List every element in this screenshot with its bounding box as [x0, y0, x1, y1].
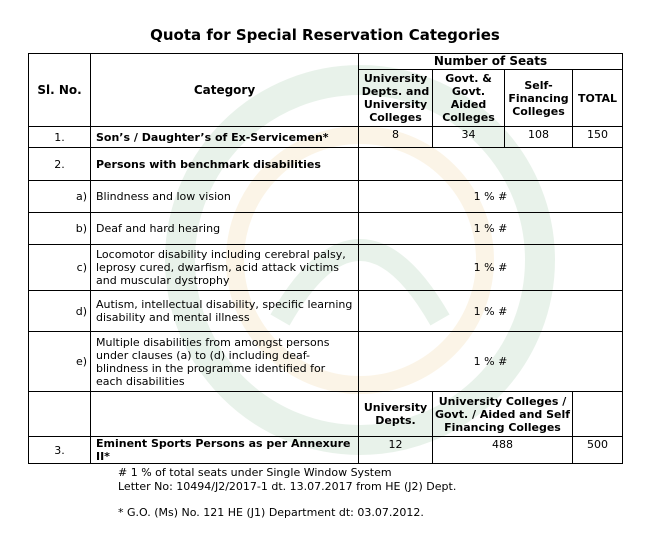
page-title: Quota for Special Reservation Categories — [150, 26, 500, 44]
header-col-self-financing: Self-Financing Colleges — [505, 70, 573, 127]
table-row — [29, 332, 623, 392]
header-category: Category — [91, 54, 359, 127]
table-row — [29, 245, 623, 291]
empty-cell — [359, 148, 623, 181]
sub-label-cell: d) — [29, 291, 91, 332]
table-row — [29, 437, 623, 464]
header-col-university: University Depts. and University Colleges — [359, 70, 433, 127]
empty-cell — [29, 392, 91, 437]
sub-category-cell: Autism, intellectual disability, specific learning disability and mental illness — [91, 291, 359, 332]
header-sl-no: Sl. No. — [29, 54, 91, 127]
header-col-govt: Govt. & Govt. Aided Colleges — [433, 70, 505, 127]
sub-category-cell: Deaf and hard hearing — [91, 213, 359, 245]
quota-cell: 1 % # — [359, 332, 623, 392]
category-cell: Son’s / Daughter’s of Ex-Servicemen* — [91, 127, 359, 148]
table-row — [29, 291, 623, 332]
table-row — [29, 148, 623, 181]
table-row — [29, 213, 623, 245]
sl-no-cell: 1. — [29, 127, 91, 148]
seats-combined-cell: 488 — [433, 437, 573, 464]
seats-university-cell: 12 — [359, 437, 433, 464]
table-row — [29, 181, 623, 213]
sl-no-cell: 3. — [29, 437, 91, 464]
footnotes — [118, 466, 456, 494]
seats-govt-cell: 34 — [433, 127, 505, 148]
seats-total-cell: 500 — [573, 437, 623, 464]
sub-category-cell: Multiple disabilities from amongst persons under clauses (a) to (d) including deaf-blindness in the programme identified for each disabilities — [91, 332, 359, 392]
sl-no-cell: 2. — [29, 148, 91, 181]
quota-cell: 1 % # — [359, 291, 623, 332]
empty-cell — [91, 392, 359, 437]
category-cell: Persons with benchmark disabilities — [91, 148, 359, 181]
sub-label-cell: e) — [29, 332, 91, 392]
table-row — [29, 127, 623, 148]
subheader-combined: University Colleges / Govt. / Aided and Self Financing Colleges — [433, 392, 573, 437]
empty-cell — [573, 392, 623, 437]
header-number-of-seats: Number of Seats — [359, 54, 623, 70]
category-cell: Eminent Sports Persons as per Annexure II* — [91, 437, 359, 464]
quota-cell: 1 % # — [359, 245, 623, 291]
table-row — [29, 392, 623, 437]
sub-label-cell: a) — [29, 181, 91, 213]
letter-reference: Letter No: 10494/J2/2017-1 dt. 13.07.2017 from HE (J2) Dept. — [118, 480, 457, 493]
sub-category-cell: Blindness and low vision — [91, 181, 359, 213]
sub-label-cell: b) — [29, 213, 91, 245]
sub-label-cell: c) — [29, 245, 91, 291]
header-col-total: TOTAL — [573, 70, 623, 127]
hash-note: # 1 % of total seats under Single Window System — [118, 466, 392, 479]
reservation-table — [28, 53, 623, 464]
seats-self-cell: 108 — [505, 127, 573, 148]
sub-category-cell: Locomotor disability including cerebral palsy, leprosy cured, dwarfism, acid attack victims and muscular dystrophy — [91, 245, 359, 291]
quota-cell: 1 % # — [359, 213, 623, 245]
subheader-university: University Depts. — [359, 392, 433, 437]
seats-total-cell: 150 — [573, 127, 623, 148]
seats-university-cell: 8 — [359, 127, 433, 148]
quota-cell: 1 % # — [359, 181, 623, 213]
star-note: * G.O. (Ms) No. 121 HE (J1) Department dt: 03.07.2012. — [118, 506, 424, 519]
